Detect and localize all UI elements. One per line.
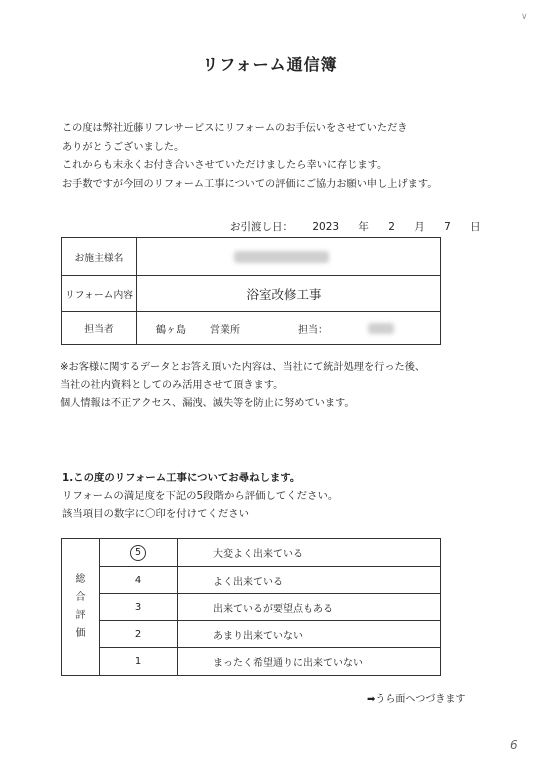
intro-paragraph [62,120,437,194]
category-char: 評 [75,610,86,621]
customer-info-table [61,237,441,345]
rating-text: よく出来ている [213,576,283,588]
intro-line: この度は弊社近藤リフレサービスにリフォームのお手伝いをさせていただき [62,123,408,134]
reform-content-label: リフォーム内容 [62,276,137,311]
person-label: 担当： [298,324,328,336]
date-day-unit: 日 [470,221,481,233]
date-year-unit: 年 [358,221,369,233]
rating-number[interactable]: 3 [99,594,178,620]
note-line: 当社の社内資料としてのみ活用させて頂きます。 [60,380,284,391]
category-char: 総 [75,574,86,585]
question-instruction: リフォームの満足度を下記の5段階から評価してください。 [62,490,339,502]
page-title: リフォーム通信簿 [202,55,338,74]
staff-label: 担当者 [62,312,137,344]
corner-mark: ∨ [521,12,528,22]
rating-option[interactable] [99,620,440,647]
rating-option[interactable] [99,647,440,675]
rating-text: あまり出来ていない [213,630,303,642]
continue-on-back: ➡うら面へつづきます [367,694,466,705]
date-month-unit: 月 [414,221,425,233]
staff-row [62,311,440,344]
rating-option[interactable] [99,539,440,566]
redacted-name [234,251,329,263]
rating-table [61,538,441,676]
rating-number[interactable]: 1 [99,648,178,675]
content-row [62,275,440,311]
rating-text: 大変よく出来ている [213,549,303,560]
rating-category [62,539,100,675]
note-line: 個人情報は不正アクセス、漏洩、滅失等を防止に努めています。 [60,398,355,409]
date-label: お引渡し日： [230,221,293,233]
staff-value [136,312,440,344]
rating-text: まったく希望通りに出来ていない [213,658,363,669]
date-year: 2023 [312,221,340,233]
rating-text: 出来ているが要望点もある [213,603,333,615]
branch-name: 鶴ヶ島 [156,324,186,336]
question-heading: 1.この度のリフォーム工事についてお尋ねします。 [62,472,301,484]
category-char: 価 [75,628,86,639]
rating-number[interactable]: 4 [99,567,178,593]
customer-name-value [136,238,440,275]
question-section [62,469,338,523]
privacy-notes [60,359,425,413]
delivery-date [230,219,481,234]
customer-name-label: お施主様名 [62,238,137,275]
rating-number[interactable] [99,539,178,566]
date-day: 7 [444,221,451,233]
note-line: ※お客様に関するデータとお答え頂いた内容は、当社にて統計処理を行った後、 [60,362,426,373]
selected-circle-mark: 5 [130,545,146,561]
rating-number[interactable]: 2 [99,621,178,647]
category-char: 合 [75,592,86,603]
intro-line: これからも末永くお付き合いさせていただけましたら幸いに存じます。 [62,160,388,171]
intro-line: ありがとうございました。 [62,141,185,153]
reform-content-value: 浴室改修工事 [246,286,322,302]
customer-row [62,238,440,275]
question-instruction: 該当項目の数字に〇印を付けてください [62,508,250,520]
intro-line: お手数ですが今回のリフォーム工事についての評価にご協力お願い申し上げます。 [62,178,438,190]
office-label: 営業所 [210,324,240,336]
page-mark: 6 [510,738,518,752]
date-month: 2 [388,221,395,233]
rating-option[interactable] [99,566,440,593]
rating-option[interactable] [99,593,440,620]
redacted-staff [368,323,394,334]
